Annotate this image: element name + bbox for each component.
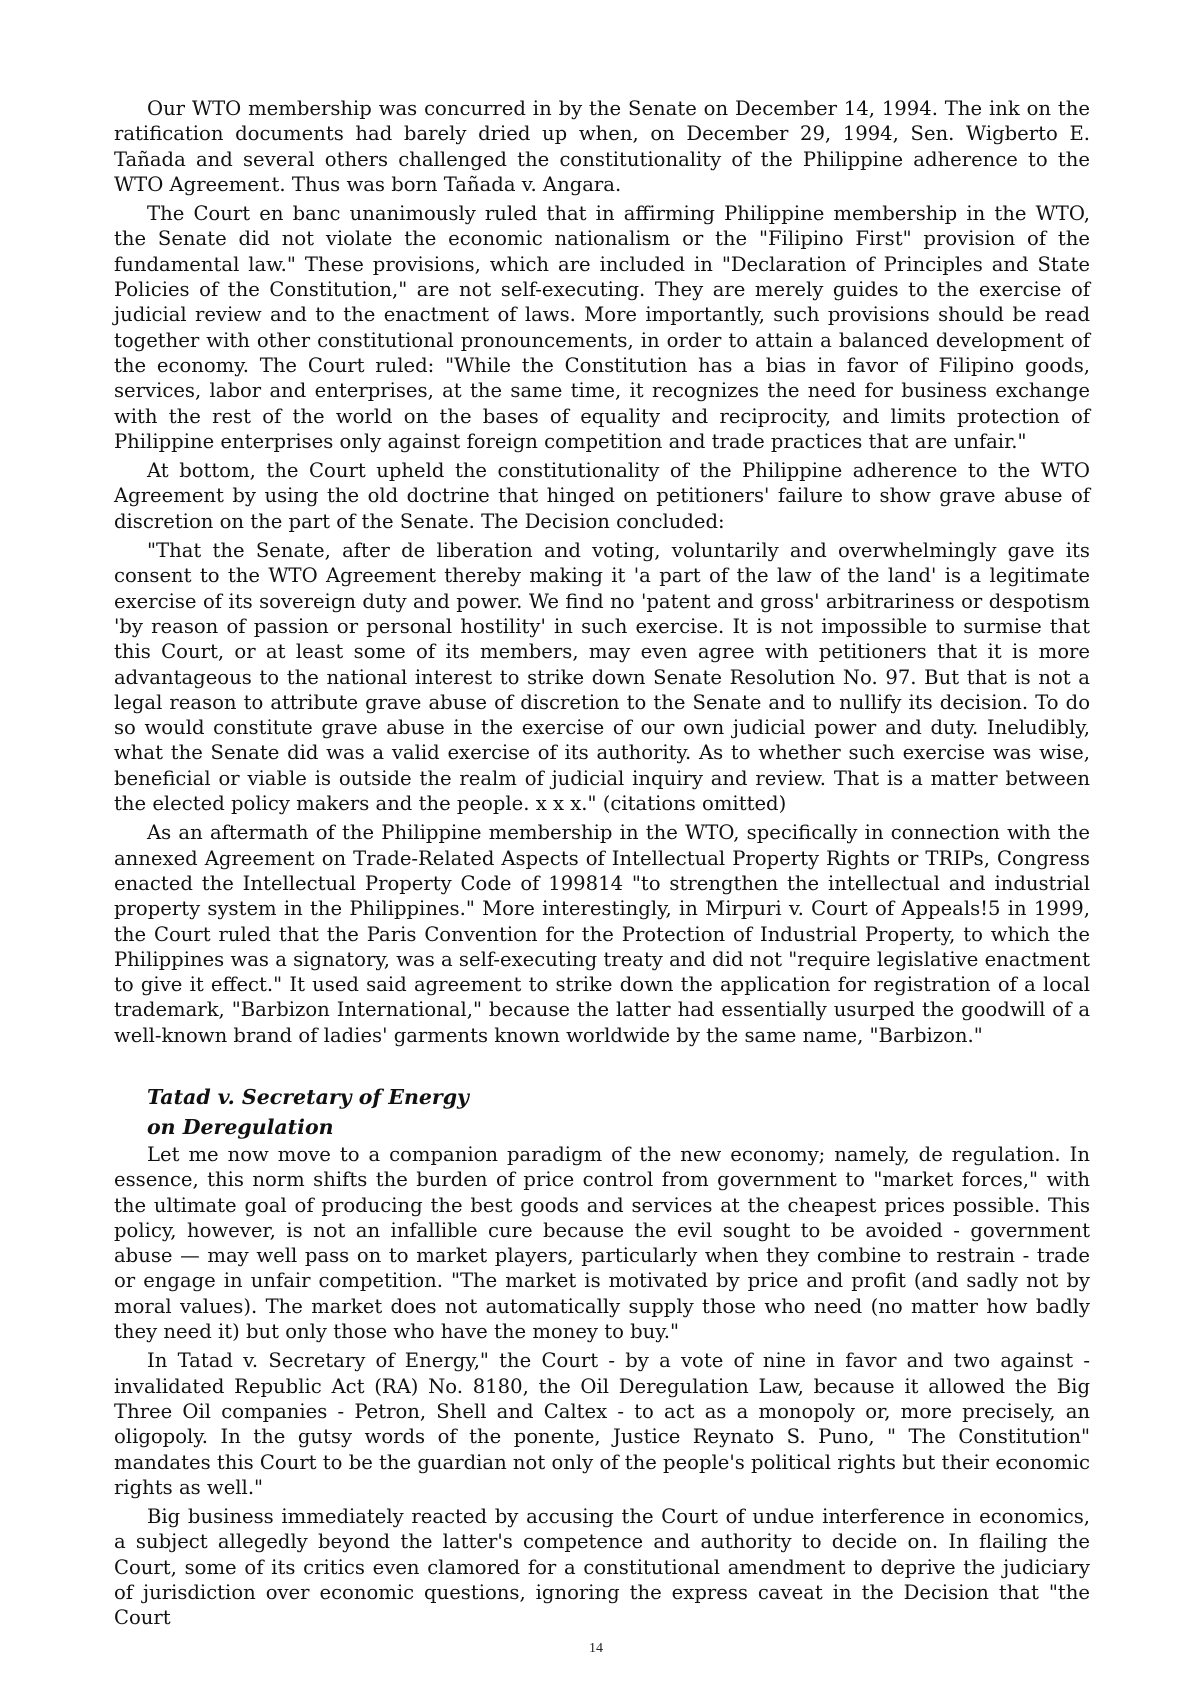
- paragraph-decision-quote: "That the Senate, after de liberation and voting, voluntarily and overwhelmingly gave its consent to the WTO Agreement thereby making it 'a part of the law of the land' is a legitimate exercise of its sovereign duty and power. We find no 'patent and gross' arbitrariness or despotism 'by reason of passion or personal hostility' in such exercise. It is not impossible to surmise that this Court, or at least some of its members, may even agree with petitioners that it is more advantageous to the national interest to strike down Senate Resolution No. 97. But that is not a legal reason to attribute grave abuse of discretion to the Senate and to nullify its decision. To do so would constitute grave abuse in the exercise of our own judicial power and duty. Ineludibly, what the Senate did was a valid exercise of its authority. As to whether such exercise was wise, beneficial or viable is outside the realm of judicial inquiry and review. That is a matter between the elected policy makers and the people. x x x." (citations omitted): [114, 539, 1090, 816]
- paragraph-wto-membership: Our WTO membership was concurred in by the Senate on December 14, 1994. The ink on the ratification documents had barely dried up when, on December 29, 1994, Sen. Wigberto E. Tañada and several others challenged the constitutionality of the Philippine adherence to the WTO Agreement. Thus was born Tañada v. Angara.: [114, 97, 1090, 196]
- paragraph-deregulation: Let me now move to a companion paradigm of the new economy; namely, de regulation. In essence, this norm shifts the burden of price control from government to "market forces," with the ultimate goal of producing the best goods and services at the cheapest prices possible. This policy, however, is not an infallible cure because the evil sought to be avoided - government abuse — may well pass on to market players, particularly when they combine to restrain - trade or engage in unfair competition. "The market is motivated by price and profit (and sadly not by moral values). The market does not automatically supply those who need (no matter how badly they need it) but only those who have the money to buy.": [114, 1142, 1090, 1344]
- document-page: [114, 96, 1090, 1635]
- paragraph-court-ruling: The Court en banc unanimously ruled that in affirming Philippine membership in the WTO, the Senate did not violate the economic nationalism or the "Filipino First" provision of the fundamental law." These provisions, which are included in "Declaration of Principles and State Policies of the Constitution," are not self-executing. They are merely guides to the exercise of judicial review and to the enactment of laws. More importantly, such provisions should be read together with other constitutional pronouncements, in order to attain a balanced development of the economy. The Court ruled: "While the Constitution has a bias in favor of Filipino goods, services, labor and enterprises, at the same time, it recognizes the need for business exchange with the rest of the world on the bases of equality and reciprocity, and limits protection of Philippine enterprises only against foreign competition and trade practices that are unfair.": [114, 202, 1090, 453]
- section-heading-line2: on Deregulation: [147, 1114, 334, 1139]
- section-heading-line1: Tatad v. Secretary of Energy: [147, 1084, 469, 1109]
- paragraph-at-bottom: At bottom, the Court upheld the constitutionality of the Philippine adherence to the WTO Agreement by using the old doctrine that hinged on petitioners' failure to show grave abuse of discretion on the part of the Senate. The Decision concluded:: [114, 459, 1090, 533]
- paragraph-tatad-case: In Tatad v. Secretary of Energy," the Court - by a vote of nine in favor and two against - invalidated Republic Act (RA) No. 8180, the Oil Deregulation Law, because it allowed the Big Three Oil companies - Petron, Shell and Caltex - to act as a monopoly or, more precisely, an oligopoly. In the gutsy words of the ponente, Justice Reynato S. Puno, " The Constitution" mandates this Court to be the guardian not only of the people's political rights but their economic rights as well.": [114, 1349, 1090, 1499]
- section-heading: [114, 1082, 1090, 1142]
- paragraph-aftermath: As an aftermath of the Philippine membership in the WTO, specifically in connection with the annexed Agreement on Trade-Related Aspects of Intellectual Property Rights or TRIPs, Congress enacted the Intellectual Property Code of 199814 "to strengthen the intellectual and industrial property system in the Philippines." More interestingly, in Mirpuri v. Court of Appeals!5 in 1999, the Court ruled that the Paris Convention for the Protection of Industrial Property, to which the Philippines was a signatory, was a self-executing treaty and did not "require legislative enactment to give it effect." It used said agreement to strike down the application for registration of a local trademark, "Barbizon International," because the latter had essentially usurped the goodwill of a well-known brand of ladies' garments known worldwide by the same name, "Barbizon.": [114, 821, 1090, 1047]
- page-number: 14: [589, 1641, 603, 1656]
- paragraph-big-business: Big business immediately reacted by accusing the Court of undue interference in economics, a subject allegedly beyond the latter's competence and authority to decide on. In flailing the Court, some of its critics even clamored for a constitutional amendment to deprive the judiciary of jurisdiction over economic questions, ignoring the express caveat in the Decision that "the Court: [114, 1505, 1090, 1630]
